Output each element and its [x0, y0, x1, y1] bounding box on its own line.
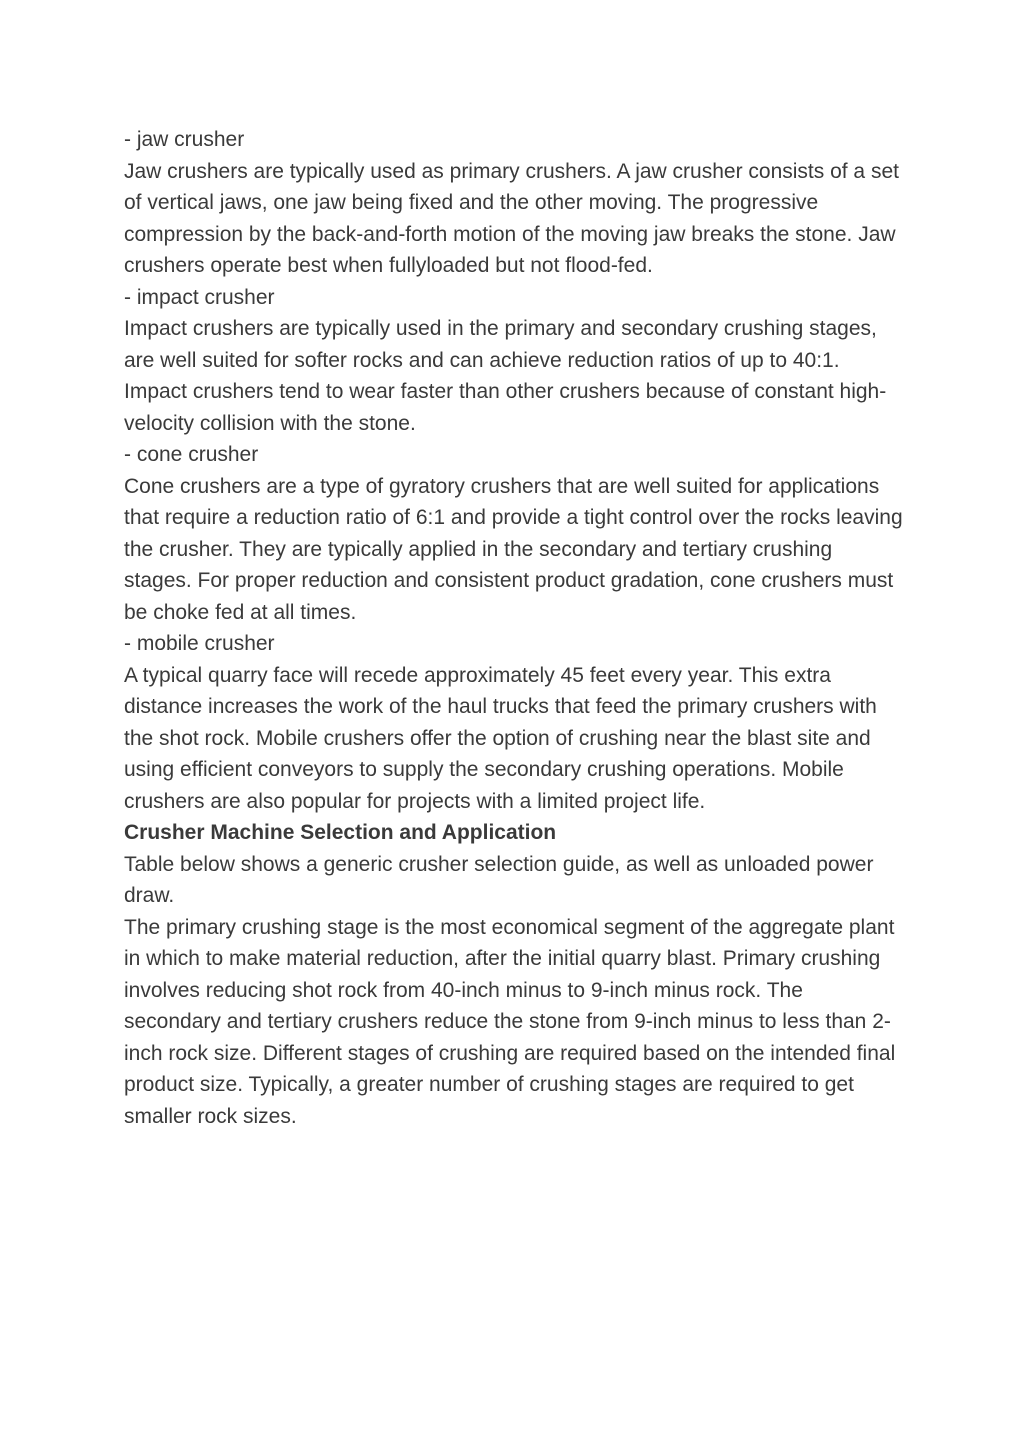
section-body-impact-crusher: Impact crushers are typically used in the primary and secondary crushing stages, are well suited for softer rocks and can achieve reduction ratios of up to 40:1. Impact crushers tend to wear faster than other crushers because of constant high-velocity collision with the stone. [124, 317, 887, 435]
section-title-impact-crusher: - impact crusher [124, 285, 275, 309]
section-title-jaw-crusher: - jaw crusher [124, 128, 245, 151]
document-page [124, 124, 904, 1132]
section-title-mobile-crusher: - mobile crusher [124, 632, 275, 655]
section-title-cone-crusher: - cone crusher [124, 443, 259, 466]
section-body-mobile-crusher: A typical quarry face will recede approximately 45 feet every year. This extra distance increases the work of the haul trucks that feed the primary crushers with the shot rock. Mobile crushers offer the option of crushing near the blast site and using efficient conveyors to supply the secondary crushing operations. Mobile crushers are also popular for projects with a limited project life. [124, 663, 877, 813]
paragraph-selection-guide: Table below shows a generic crusher selection guide, as well as unloaded power draw. [124, 852, 874, 907]
section-body-jaw-crusher: Jaw crushers are typically used as primary crushers. A jaw crusher consists of a set of vertical jaws, one jaw being fixed and the other moving. The progressive compression by the back-and-forth motion of the moving jaw breaks the stone. Jaw crushers operate best when fullyloaded but not flood-fed. [124, 159, 899, 277]
paragraph-crushing-stages: The primary crushing stage is the most economical segment of the aggregate plant in which to make material reduction, after the initial quarry blast. Primary crushing involves reducing shot rock from 40-inch minus to 9-inch minus rock. The secondary and tertiary crushers reduce the stone from 9-inch minus to less than 2-inch rock size. Different stages of crushing are required based on the intended final product size. Typically, a greater number of crushing stages are required to get smaller rock sizes. [124, 915, 896, 1128]
section-body-cone-crusher: Cone crushers are a type of gyratory crushers that are well suited for applications that require a reduction ratio of 6:1 and provide a tight control over the rocks leaving the crusher. They are typically applied in the secondary and tertiary crushing stages. For proper reduction and consistent product gradation, cone crushers must be choke fed at all times. [124, 474, 903, 624]
section-heading: Crusher Machine Selection and Application [124, 821, 557, 844]
